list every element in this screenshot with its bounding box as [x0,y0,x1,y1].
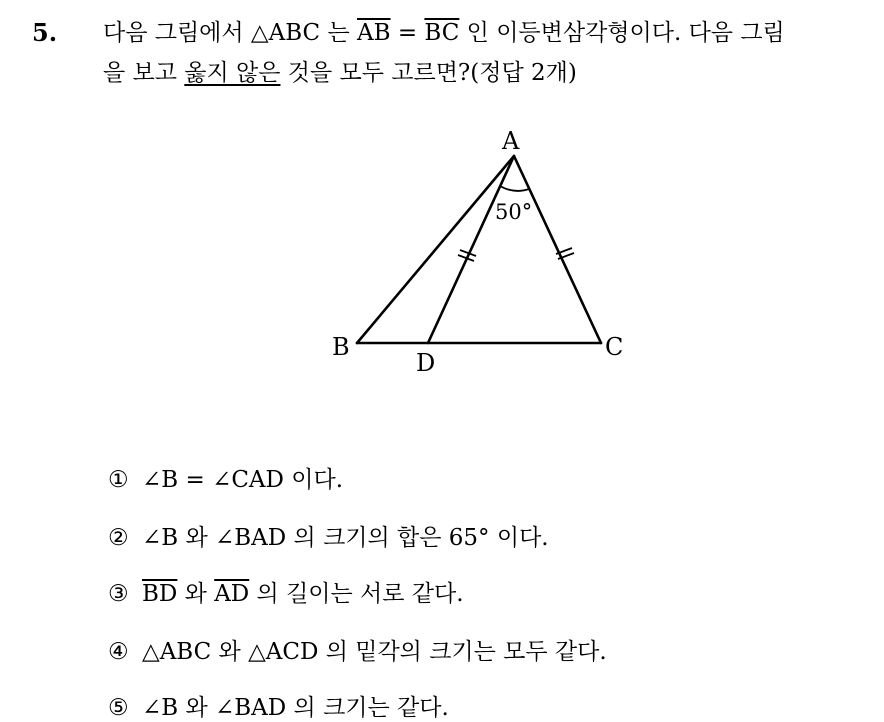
choice-1 [108,466,343,494]
question-text-part: 다음 그림에서 △ABC 는 [103,20,357,46]
choice-2 [108,524,549,552]
vertex-label-c: C [605,333,624,361]
angle-label: 50° [495,200,533,224]
segment-bc: $\overline{BC}$ [424,20,460,46]
question-number: 5. [32,18,58,47]
segment-bd: $\overline{BD}$ [142,581,178,607]
choice-3 [108,580,464,608]
choice-number: ⑤ [108,695,129,721]
choice-text: ∠B 와 ∠BAD 의 크기의 합은 65° 이다. [142,525,549,551]
choice-text: ∠B = ∠CAD 이다. [142,467,344,493]
choice-4 [108,638,607,666]
vertex-label-a: A [502,127,520,155]
choice-number: ① [108,467,129,493]
choice-number: ② [108,525,129,551]
underlined-emphasis: 옳지 않은 [184,60,281,86]
choice-5 [108,694,449,722]
segment-ad-label: $\overline{AD}$ [214,581,250,607]
angle-arc [500,186,529,191]
segment-ab: $\overline{AB}$ [357,20,391,46]
choice-text: 와 [177,581,215,607]
choice-text: △ABC 와 △ACD 의 밑각의 크기는 모두 같다. [142,639,607,665]
vertex-label-d: D [416,349,436,377]
vertex-label-b: B [332,333,350,361]
segment-ad [428,156,514,343]
question-text-part: 것을 모두 고르면?(정답 2개) [280,60,577,86]
equals-sign: = [390,20,425,46]
choice-number: ④ [108,639,129,665]
choice-number: ③ [108,581,129,607]
choice-text: ∠B 와 ∠BAD 의 크기는 같다. [142,695,449,721]
side-ac [514,156,601,343]
question-text-part: 인 이등변삼각형이다. 다음 그림 [459,20,785,46]
choice-text: 의 길이는 서로 같다. [249,581,464,607]
question-text-part: 을 보고 [103,60,185,86]
side-ab [357,156,514,343]
